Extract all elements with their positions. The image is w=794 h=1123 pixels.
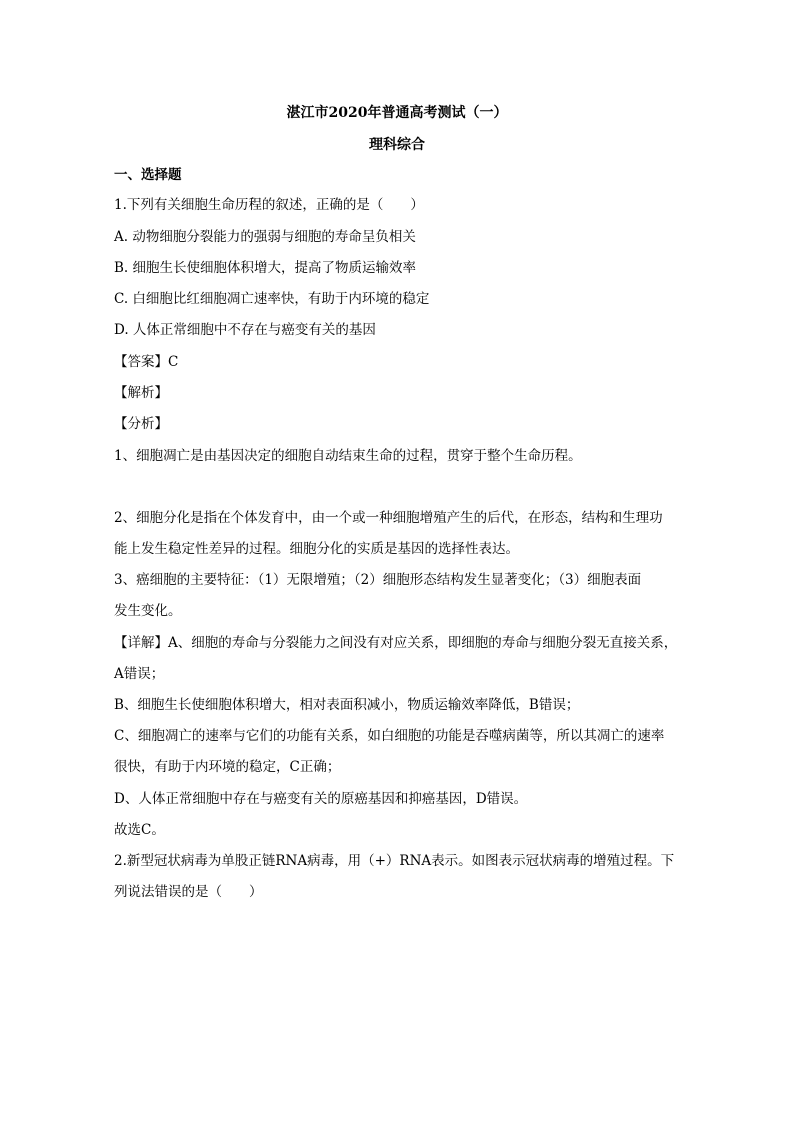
question-1-option-b: B. 细胞生长使细胞体积增大，提高了物质运输效率 [114,260,417,276]
analysis-label: 【解析】 [114,385,168,401]
fenxi-point-2-line-1: 2、细胞分化是指在个体发育中，由一个或一种细胞增殖产生的后代，在形态，结构和生理功 [114,510,663,526]
detail-line-5: 很快，有助于内环境的稳定，C正确； [114,759,341,775]
detail-line-4: C、细胞凋亡的速率与它们的功能有关系，如白细胞的功能是吞噬病菌等，所以其凋亡的速率 [114,728,665,744]
exam-title: 湛江市2020年普通高考测试（一） [286,105,508,121]
fenxi-point-1: 1、细胞凋亡是由基因决定的细胞自动结束生命的过程，贯穿于整个生命历程。 [114,448,582,464]
detail-line-3: B、细胞生长使细胞体积增大，相对表面积减小，物质运输效率降低，B错误； [114,697,580,713]
question-1-option-d: D. 人体正常细胞中不存在与癌变有关的基因 [114,322,376,338]
answer-line: 【答案】C [114,354,179,370]
detail-line-6: D、人体正常细胞中存在与癌变有关的原癌基因和抑癌基因，D错误。 [114,791,528,807]
detail-conclusion: 故选C。 [114,822,165,838]
question-1-stem: 1.下列有关细胞生命历程的叙述，正确的是（ ） [114,197,424,213]
section-heading: 一、选择题 [114,167,182,183]
detail-line-2: A错误； [114,666,165,682]
fenxi-point-2-line-2: 能上发生稳定性差异的过程。细胞分化的实质是基因的选择性表达。 [114,541,519,557]
detail-line-1: 【详解】A、细胞的寿命与分裂能力之间没有对应关系，即细胞的寿命与细胞分裂无直接关系， [114,635,678,651]
question-2-stem-line-1: 2.新型冠状病毒为单股正链RNA病毒，用（+）RNA表示。如图表示冠状病毒的增殖过程。下 [114,853,675,869]
fenxi-point-3-line-1: 3、癌细胞的主要特征：（1）无限增殖；（2）细胞形态结构发生显著变化；（3）细胞表面 [114,572,642,588]
fenxi-label: 【分析】 [114,416,168,432]
question-1-option-c: C. 白细胞比红细胞凋亡速率快，有助于内环境的稳定 [114,291,430,307]
fenxi-point-3-line-2: 发生变化。 [114,603,182,619]
exam-subtitle: 理科综合 [369,137,425,153]
question-2-stem-line-2: 列说法错误的是（ ） [114,884,263,900]
question-1-option-a: A. 动物细胞分裂能力的强弱与细胞的寿命呈负相关 [114,229,416,245]
